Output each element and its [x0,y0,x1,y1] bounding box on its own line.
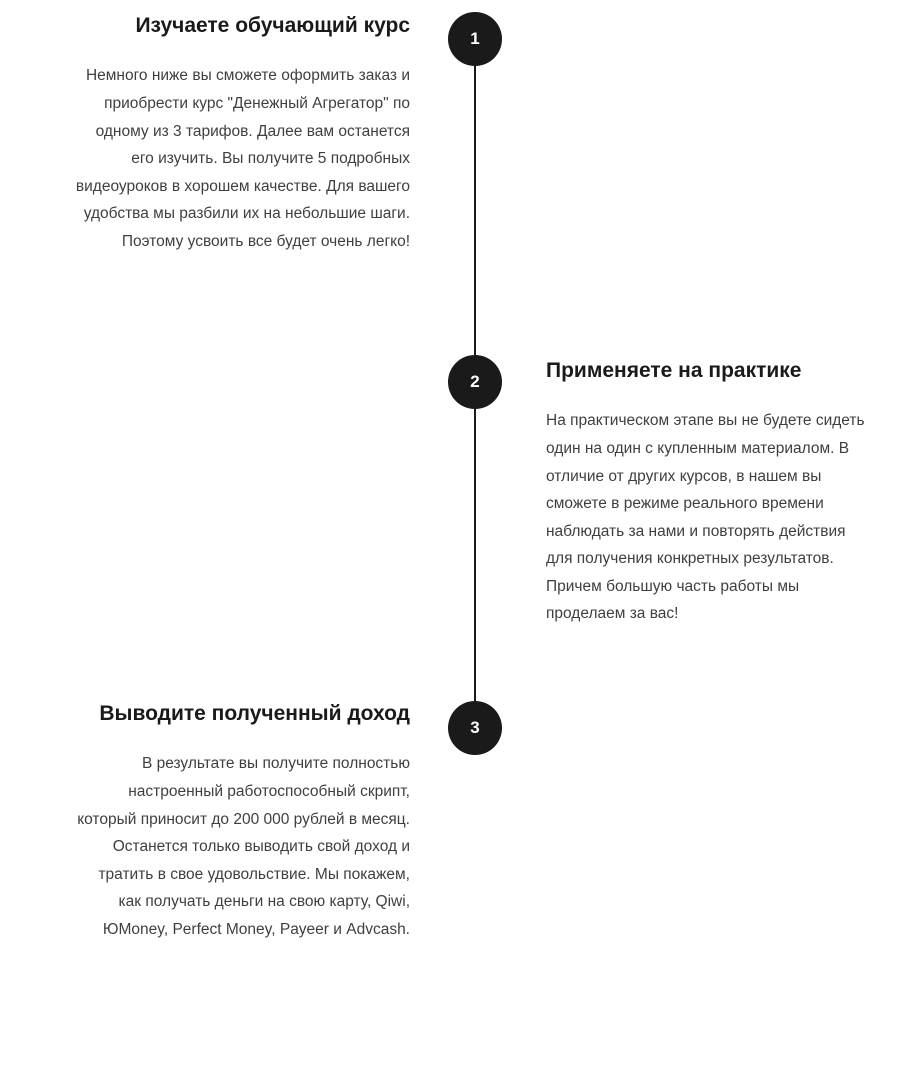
step-marker-3 [448,701,502,755]
step-marker-3-number: 3 [470,718,480,737]
step-2-body: На практическом этапе вы не будете сидеть один на один с купленным материалом. В отличие от других курсов, в нашем вы сможете в режиме реального времени наблюдать за нами и повторять действия для получения конкретных результатов. Причем большую часть работы мы проделаем за вас! [546,412,865,623]
step-2-title: Применяете на практике [546,359,802,382]
step-marker-1 [448,12,502,66]
step-3 [74,700,410,943]
step-marker-2-number: 2 [470,372,480,391]
step-marker-1-number: 1 [470,29,480,48]
step-marker-2 [448,355,502,409]
step-3-body: В результате вы получите полностью настроенный работоспособный скрипт, который приносит до 200 000 рублей в месяц. Останется только выводить свой доход и тратить в свое удовольствие. Мы покажем, как получать деньги на свою карту, Qiwi, ЮMoney, Perfect Money, Payeer и Advcash. [77,755,410,938]
step-3-title: Выводите полученный доход [99,702,410,725]
step-1-title: Изучаете обучающий курс [135,14,410,37]
step-1-body: Немного ниже вы сможете оформить заказ и приобрести курс "Денежный Агрегатор" по одному из 3 тарифов. Далее вам останется его изучить. Вы получите 5 подробных видеоуроков в хорошем качестве. Для вашего удобства мы разбили их на небольшие шаги. Поэтому усвоить все будет очень легко! [75,67,410,250]
step-2 [546,357,876,628]
step-1 [74,12,410,255]
